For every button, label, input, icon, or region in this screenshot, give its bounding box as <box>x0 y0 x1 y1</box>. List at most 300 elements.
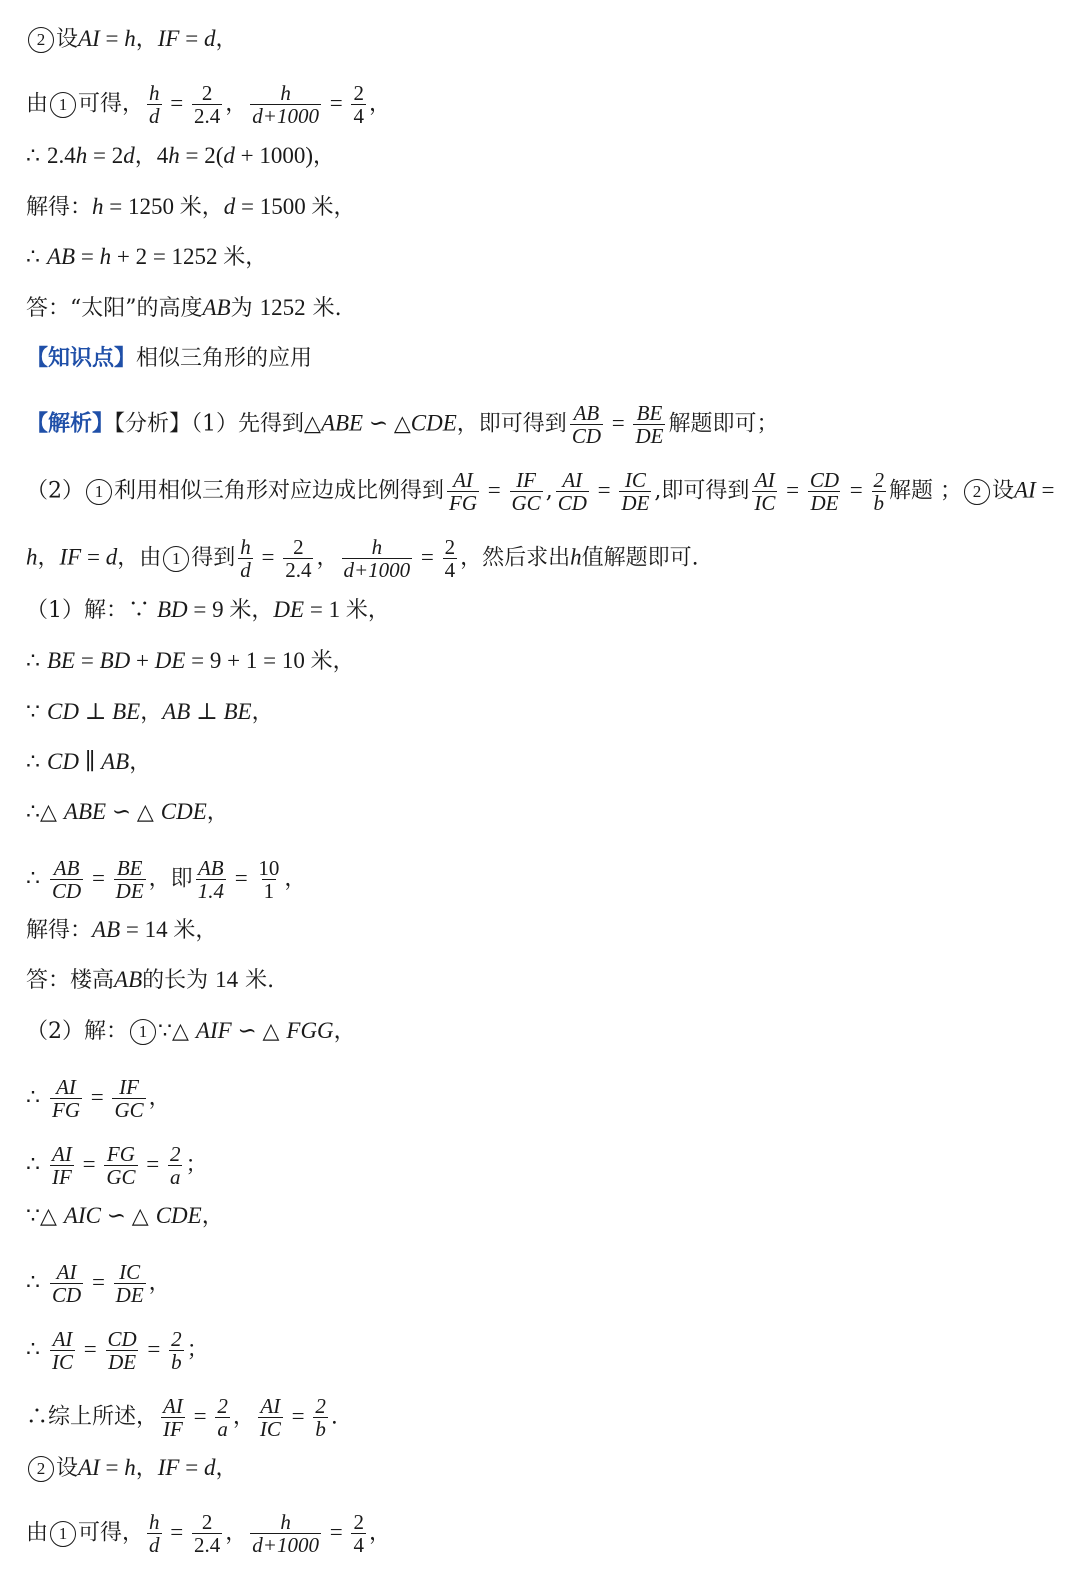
math-operator: = 9 + 1 = 10 <box>185 648 311 673</box>
text-run: （2） <box>26 478 84 504</box>
text-run: ， <box>148 1085 171 1111</box>
math-operator: = <box>228 865 254 891</box>
fraction <box>114 1261 146 1306</box>
text-run: 米. <box>305 296 342 321</box>
circled-number: 2 <box>28 1456 54 1482</box>
math-variable: BE <box>47 648 76 673</box>
fraction <box>258 1395 283 1440</box>
math-operator: = 1500 <box>235 194 312 219</box>
text-run: 为 <box>230 296 260 321</box>
fraction <box>50 1143 74 1188</box>
fraction-denominator: IF <box>163 1417 183 1441</box>
math-variable: BE <box>112 699 141 724</box>
text-run: ， <box>135 27 158 52</box>
text-run: , <box>545 478 553 504</box>
math-variable: d <box>223 143 235 168</box>
fraction-numerator: IC <box>624 468 646 492</box>
fraction-denominator: 2.4 <box>194 1533 221 1557</box>
fraction <box>633 402 665 447</box>
text-run: ，由 <box>117 545 162 571</box>
text-run: 米， <box>310 649 355 674</box>
fraction-denominator: 1.4 <box>197 879 224 903</box>
math-operator: 4 <box>156 143 169 168</box>
text-run: 米， <box>345 598 390 623</box>
math-variable: CD <box>47 749 79 774</box>
math-variable: AI <box>78 26 100 51</box>
text-run: ， <box>232 1404 255 1430</box>
fraction-numerator: AI <box>56 1075 76 1099</box>
text-run: ∴综上所述， <box>26 1404 159 1430</box>
text-run: ∴ <box>26 1085 47 1111</box>
step-solve-h-d <box>26 192 1058 223</box>
text-run: ∴ <box>26 750 47 775</box>
math-operator: = <box>99 1455 125 1480</box>
solution-1-parallel <box>26 747 1058 778</box>
math-operator: = <box>179 26 204 51</box>
math-variable: CD <box>47 699 79 724</box>
analysis-part-1 <box>26 402 1058 447</box>
fraction-denominator: IC <box>52 1350 73 1374</box>
math-operator: ⊥ <box>190 699 224 724</box>
text-run: ， <box>206 800 229 825</box>
fraction-denominator: 2.4 <box>194 104 221 128</box>
math-variable: AB <box>162 699 191 724</box>
fraction <box>161 1395 185 1440</box>
fraction-denominator: d+1000 <box>343 558 411 582</box>
fraction-numerator: AB <box>573 401 600 425</box>
solution-2-ratio-1 <box>26 1076 1058 1121</box>
fraction-denominator: d+1000 <box>252 1533 319 1557</box>
fraction-numerator: h <box>240 535 251 559</box>
fraction-denominator: b <box>171 1350 182 1374</box>
text-run: ， <box>313 144 336 169</box>
math-operator: = 2( <box>179 143 224 168</box>
text-run: ∴△ <box>26 800 64 825</box>
fraction-denominator: a <box>217 1417 228 1441</box>
fraction-numerator: CD <box>809 468 840 492</box>
math-operator: = <box>81 544 106 570</box>
fraction <box>342 536 413 581</box>
fraction <box>872 469 887 514</box>
text-run: △ <box>131 1204 156 1229</box>
fraction <box>283 536 313 581</box>
fraction <box>752 469 777 514</box>
step-set-variables-repeat <box>26 1453 1058 1484</box>
text-run: 设 <box>992 478 1015 504</box>
fraction-denominator: b <box>315 1417 326 1441</box>
fraction <box>147 1511 162 1556</box>
solution-1-perpendicular <box>26 697 1058 728</box>
fraction <box>447 469 479 514</box>
fraction-numerator: h <box>371 535 383 559</box>
fraction-denominator: d+1000 <box>252 104 319 128</box>
text-run: ， <box>368 91 391 117</box>
math-operator: 2.4 <box>47 143 76 168</box>
fraction-numerator: 2 <box>201 81 213 105</box>
step-ratio-equations-repeat <box>26 1511 1058 1556</box>
math-variable: ABE <box>63 799 107 824</box>
fraction-numerator: AB <box>53 856 80 880</box>
math-variable: d <box>223 194 236 219</box>
fraction-denominator: IC <box>754 491 776 515</box>
text-run: ， <box>284 866 307 892</box>
text-run: 米， <box>229 598 274 623</box>
math-operator: = <box>85 1084 110 1110</box>
math-operator: = <box>255 544 281 570</box>
fraction-numerator: AI <box>754 468 775 492</box>
fraction <box>256 857 281 902</box>
math-variable: AB <box>114 967 143 992</box>
fraction-numerator: IF <box>516 468 536 492</box>
fraction-denominator: GC <box>106 1165 136 1189</box>
fraction-denominator: DE <box>108 1350 137 1374</box>
math-operator: = <box>141 1336 167 1362</box>
text-run: ， <box>129 750 152 775</box>
fraction-numerator: AI <box>260 1394 281 1418</box>
text-run: ， <box>251 700 274 725</box>
math-variable: h <box>26 544 38 570</box>
math-variable: AB <box>101 749 130 774</box>
fraction-denominator: DE <box>621 491 650 515</box>
text-run: ∵ <box>26 700 47 725</box>
math-operator: = <box>164 90 190 116</box>
math-variable: DE <box>154 648 186 673</box>
text-run: ，即可得到 <box>456 411 567 437</box>
fraction-numerator: AI <box>56 1260 77 1284</box>
fraction-denominator: 4 <box>353 1533 364 1557</box>
math-operator: = <box>482 477 507 503</box>
math-operator: = <box>187 1403 213 1429</box>
math-variable: d <box>123 143 135 168</box>
text-run: ∴ <box>26 1152 47 1178</box>
math-variable: h <box>92 194 104 219</box>
math-variable: h <box>124 1455 136 1480</box>
fraction <box>215 1395 230 1440</box>
fraction-denominator: FG <box>449 491 478 515</box>
math-operator: = 14 <box>120 917 174 942</box>
text-run: 米， <box>311 195 356 220</box>
math-variable: AB <box>47 244 76 269</box>
fraction-numerator: IC <box>119 1260 141 1284</box>
solution-1-given <box>26 595 1058 626</box>
fraction-numerator: AI <box>52 1327 73 1351</box>
fraction-denominator: GC <box>511 491 541 515</box>
circled-number: 2 <box>964 479 990 505</box>
circled-number: 2 <box>28 27 54 53</box>
fraction-numerator: h <box>149 1510 160 1534</box>
knowledge-point <box>26 343 1058 374</box>
fraction <box>112 1076 145 1121</box>
text-run: ∴ <box>26 649 47 674</box>
fraction-numerator: h <box>280 1510 291 1534</box>
math-variable: AI <box>1014 477 1036 503</box>
math-variable: ABE <box>320 410 364 436</box>
math-operator: + 2 = 1252 <box>111 244 224 269</box>
math-operator: ∽ <box>231 1018 263 1043</box>
text-run: ∴ <box>26 1270 47 1296</box>
fraction-denominator: 4 <box>353 104 364 128</box>
text-run: ,即可得到 <box>654 478 750 504</box>
text-run: （2）解： <box>26 1019 128 1044</box>
text-run: ，然后求出 <box>460 545 571 571</box>
math-operator: = <box>606 410 631 436</box>
text-run: 设 <box>56 27 79 52</box>
text-run: △ <box>393 411 411 437</box>
answer-sun-height <box>26 293 1058 324</box>
text-run: 相似三角形的应用 <box>136 346 313 371</box>
fraction <box>50 857 83 902</box>
fraction-numerator: h <box>149 81 160 105</box>
fraction-numerator: h <box>280 81 291 105</box>
fraction-denominator: FG <box>52 1098 80 1122</box>
fraction-denominator: CD <box>52 879 82 903</box>
math-variable: BD <box>157 597 188 622</box>
text-run: . <box>330 1404 338 1430</box>
fraction-denominator: CD <box>571 424 601 448</box>
fraction-numerator: CD <box>107 1327 137 1351</box>
answer-building-height <box>26 965 1058 996</box>
solution-1-result <box>26 915 1058 946</box>
fraction <box>105 1328 138 1373</box>
math-operator: = <box>323 1519 349 1545</box>
text-run: 解得： <box>26 918 93 943</box>
text-run: ∴ <box>26 245 47 270</box>
fraction-numerator: 2 <box>873 468 885 492</box>
fraction-denominator: DE <box>635 424 664 448</box>
fraction-numerator: AI <box>163 1394 183 1418</box>
text-run: ， <box>135 1456 158 1481</box>
fraction-numerator: IF <box>119 1075 139 1099</box>
fraction <box>114 857 146 902</box>
fraction-denominator: d <box>240 558 251 582</box>
math-variable: AI <box>78 1455 100 1480</box>
text-run: 可得， <box>78 1520 145 1546</box>
fraction-denominator: GC <box>114 1098 144 1122</box>
text-run: ， <box>316 545 339 571</box>
math-operator: = <box>591 477 617 503</box>
math-operator: = 2 <box>87 143 124 168</box>
fraction <box>104 1143 137 1188</box>
math-operator: = <box>78 1336 103 1362</box>
fraction-numerator: 2 <box>169 1142 181 1166</box>
text-run: 米， <box>179 195 224 220</box>
step-ratio-equations <box>26 82 1058 127</box>
fraction <box>351 1511 366 1556</box>
math-variable: d <box>203 1455 216 1480</box>
text-run: 解题 ； <box>889 478 963 504</box>
math-operator: = 1250 <box>103 194 180 219</box>
math-operator: = <box>323 90 349 116</box>
fraction <box>250 1511 321 1556</box>
math-variable: h <box>124 26 136 51</box>
fraction-numerator: BE <box>116 856 143 880</box>
text-run: 解题即可； <box>668 411 779 437</box>
text-run: ∴ <box>26 144 47 169</box>
math-variable: AB <box>92 917 121 942</box>
fraction-numerator: AI <box>562 468 583 492</box>
math-operator: = <box>844 477 869 503</box>
math-operator: = 1 <box>304 597 346 622</box>
text-run: 由 <box>26 1520 49 1546</box>
math-variable: FGG <box>286 1018 334 1043</box>
text-run: 答：“太阳”的高度 <box>26 296 203 321</box>
text-run: 解得： <box>26 195 93 220</box>
solution-2-similar-aic <box>26 1201 1058 1232</box>
fraction-numerator: 2 <box>171 1327 182 1351</box>
fraction-numerator: AI <box>52 1142 72 1166</box>
analysis-part-2b <box>26 536 1058 581</box>
text-run: ， <box>215 27 238 52</box>
analysis-part-2a <box>26 469 1058 514</box>
text-run: ∵△ <box>26 1204 64 1229</box>
circled-number: 1 <box>86 479 112 505</box>
fraction <box>50 1328 75 1373</box>
text-run: ， <box>134 144 157 169</box>
solution-2-ratio-3 <box>26 1261 1058 1306</box>
fraction-denominator: CD <box>52 1283 82 1307</box>
math-operator: ⊥ <box>78 699 113 724</box>
math-variable: AB <box>202 295 231 320</box>
text-run: 得到 <box>191 545 236 571</box>
fraction <box>168 1143 183 1188</box>
text-run: ， <box>201 1204 224 1229</box>
math-variable: BE <box>223 699 252 724</box>
section-tag: 【解析】 <box>26 410 115 437</box>
text-run: ， <box>368 1520 391 1546</box>
text-run: （1）解：∵ <box>26 598 157 623</box>
fraction-denominator: 4 <box>444 558 456 582</box>
solution-1-ratio <box>26 857 1058 902</box>
fraction <box>250 82 321 127</box>
math-operator: ∥ <box>78 749 102 774</box>
math-variable: h <box>99 244 112 269</box>
fraction-denominator: 2.4 <box>285 558 312 582</box>
text-run: 设 <box>56 1456 79 1481</box>
fraction-denominator: IF <box>52 1165 72 1189</box>
solution-2-ratio-2 <box>26 1143 1058 1188</box>
math-operator: = <box>415 544 440 570</box>
circled-number: 1 <box>163 546 189 572</box>
text-run: △ <box>136 800 161 825</box>
step-set-variables <box>26 24 1058 55</box>
math-variable: CDE <box>410 410 457 436</box>
text-run: 答：楼高 <box>26 968 115 993</box>
text-run: ∵△ <box>158 1019 196 1044</box>
text-run: 【分析】（1）先得到△ <box>114 411 321 437</box>
text-run: ， <box>225 1520 248 1546</box>
math-operator: = <box>285 1403 311 1429</box>
math-operator: = <box>179 1455 204 1480</box>
fraction-numerator: 2 <box>315 1394 326 1418</box>
math-variable: IF <box>59 544 82 570</box>
circled-number: 1 <box>130 1019 156 1045</box>
fraction-denominator: d <box>149 1533 160 1557</box>
fraction-denominator: b <box>873 491 885 515</box>
math-variable: CDE <box>155 1203 202 1228</box>
text-run: ； <box>185 1152 208 1178</box>
math-operator: = <box>86 865 111 891</box>
text-run: ， <box>225 91 248 117</box>
fraction-numerator: 2 <box>201 1510 213 1534</box>
math-variable: d <box>203 26 216 51</box>
fraction <box>50 1076 82 1121</box>
fraction <box>808 469 841 514</box>
math-variable: DE <box>273 597 305 622</box>
text-run: ， <box>215 1456 238 1481</box>
math-operator: = <box>86 1269 111 1295</box>
math-variable: IF <box>157 1455 180 1480</box>
fraction-numerator: BE <box>636 401 663 425</box>
math-variable: CDE <box>160 799 207 824</box>
text-run: ， <box>333 1019 356 1044</box>
fraction <box>351 82 366 127</box>
fraction-numerator: AI <box>453 468 473 492</box>
math-variable: AIF <box>195 1018 232 1043</box>
text-run: 值解题即可. <box>581 545 699 571</box>
step-ab-value <box>26 242 1058 273</box>
fraction <box>50 1261 83 1306</box>
fraction-denominator: DE <box>115 879 144 903</box>
text-run: 米， <box>223 245 268 270</box>
text-run: ， <box>148 1270 171 1296</box>
math-variable: BD <box>99 648 131 673</box>
solution-1-similar <box>26 797 1058 828</box>
math-operator: + <box>130 648 155 673</box>
text-run: ，即 <box>148 866 193 892</box>
text-run: ， <box>140 700 163 725</box>
fraction-numerator: AB <box>197 856 224 880</box>
fraction-denominator: d <box>149 104 160 128</box>
fraction-denominator: IC <box>259 1417 281 1441</box>
fraction <box>238 536 253 581</box>
math-operator: = <box>75 648 100 673</box>
fraction-numerator: 2 <box>217 1394 228 1418</box>
math-operator: = <box>76 1151 102 1177</box>
fraction <box>510 469 543 514</box>
solution-2-summary <box>26 1395 1058 1440</box>
fraction-denominator: a <box>169 1165 181 1189</box>
fraction-numerator: 2 <box>444 535 456 559</box>
math-variable: IF <box>157 26 180 51</box>
step-linear-equations <box>26 141 1058 172</box>
math-variable: h <box>570 544 582 570</box>
fraction-denominator: DE <box>810 491 839 515</box>
math-operator: = <box>1035 477 1055 503</box>
text-run: △ <box>262 1019 287 1044</box>
circled-number: 1 <box>50 92 76 118</box>
fraction-denominator: 1 <box>263 879 275 903</box>
text-run: ∴ <box>26 866 47 892</box>
text-run: 米. <box>238 968 275 993</box>
math-operator: = 9 <box>187 597 230 622</box>
math-operator: 1252 <box>259 295 306 320</box>
text-run: 可得， <box>78 91 145 117</box>
math-operator: = <box>75 244 100 269</box>
fraction-denominator: CD <box>557 491 587 515</box>
section-tag: 【知识点】 <box>26 345 137 371</box>
text-run: 利用相似三角形对应边成比例得到 <box>114 478 445 504</box>
math-operator: = <box>99 26 125 51</box>
fraction <box>313 1395 328 1440</box>
fraction <box>570 402 603 447</box>
fraction-numerator: 2 <box>353 81 364 105</box>
math-variable: AIC <box>63 1203 101 1228</box>
text-run: 米， <box>173 918 218 943</box>
fraction <box>192 82 222 127</box>
fraction <box>619 469 651 514</box>
fraction-numerator: 2 <box>293 535 304 559</box>
fraction-numerator: FG <box>106 1142 135 1166</box>
